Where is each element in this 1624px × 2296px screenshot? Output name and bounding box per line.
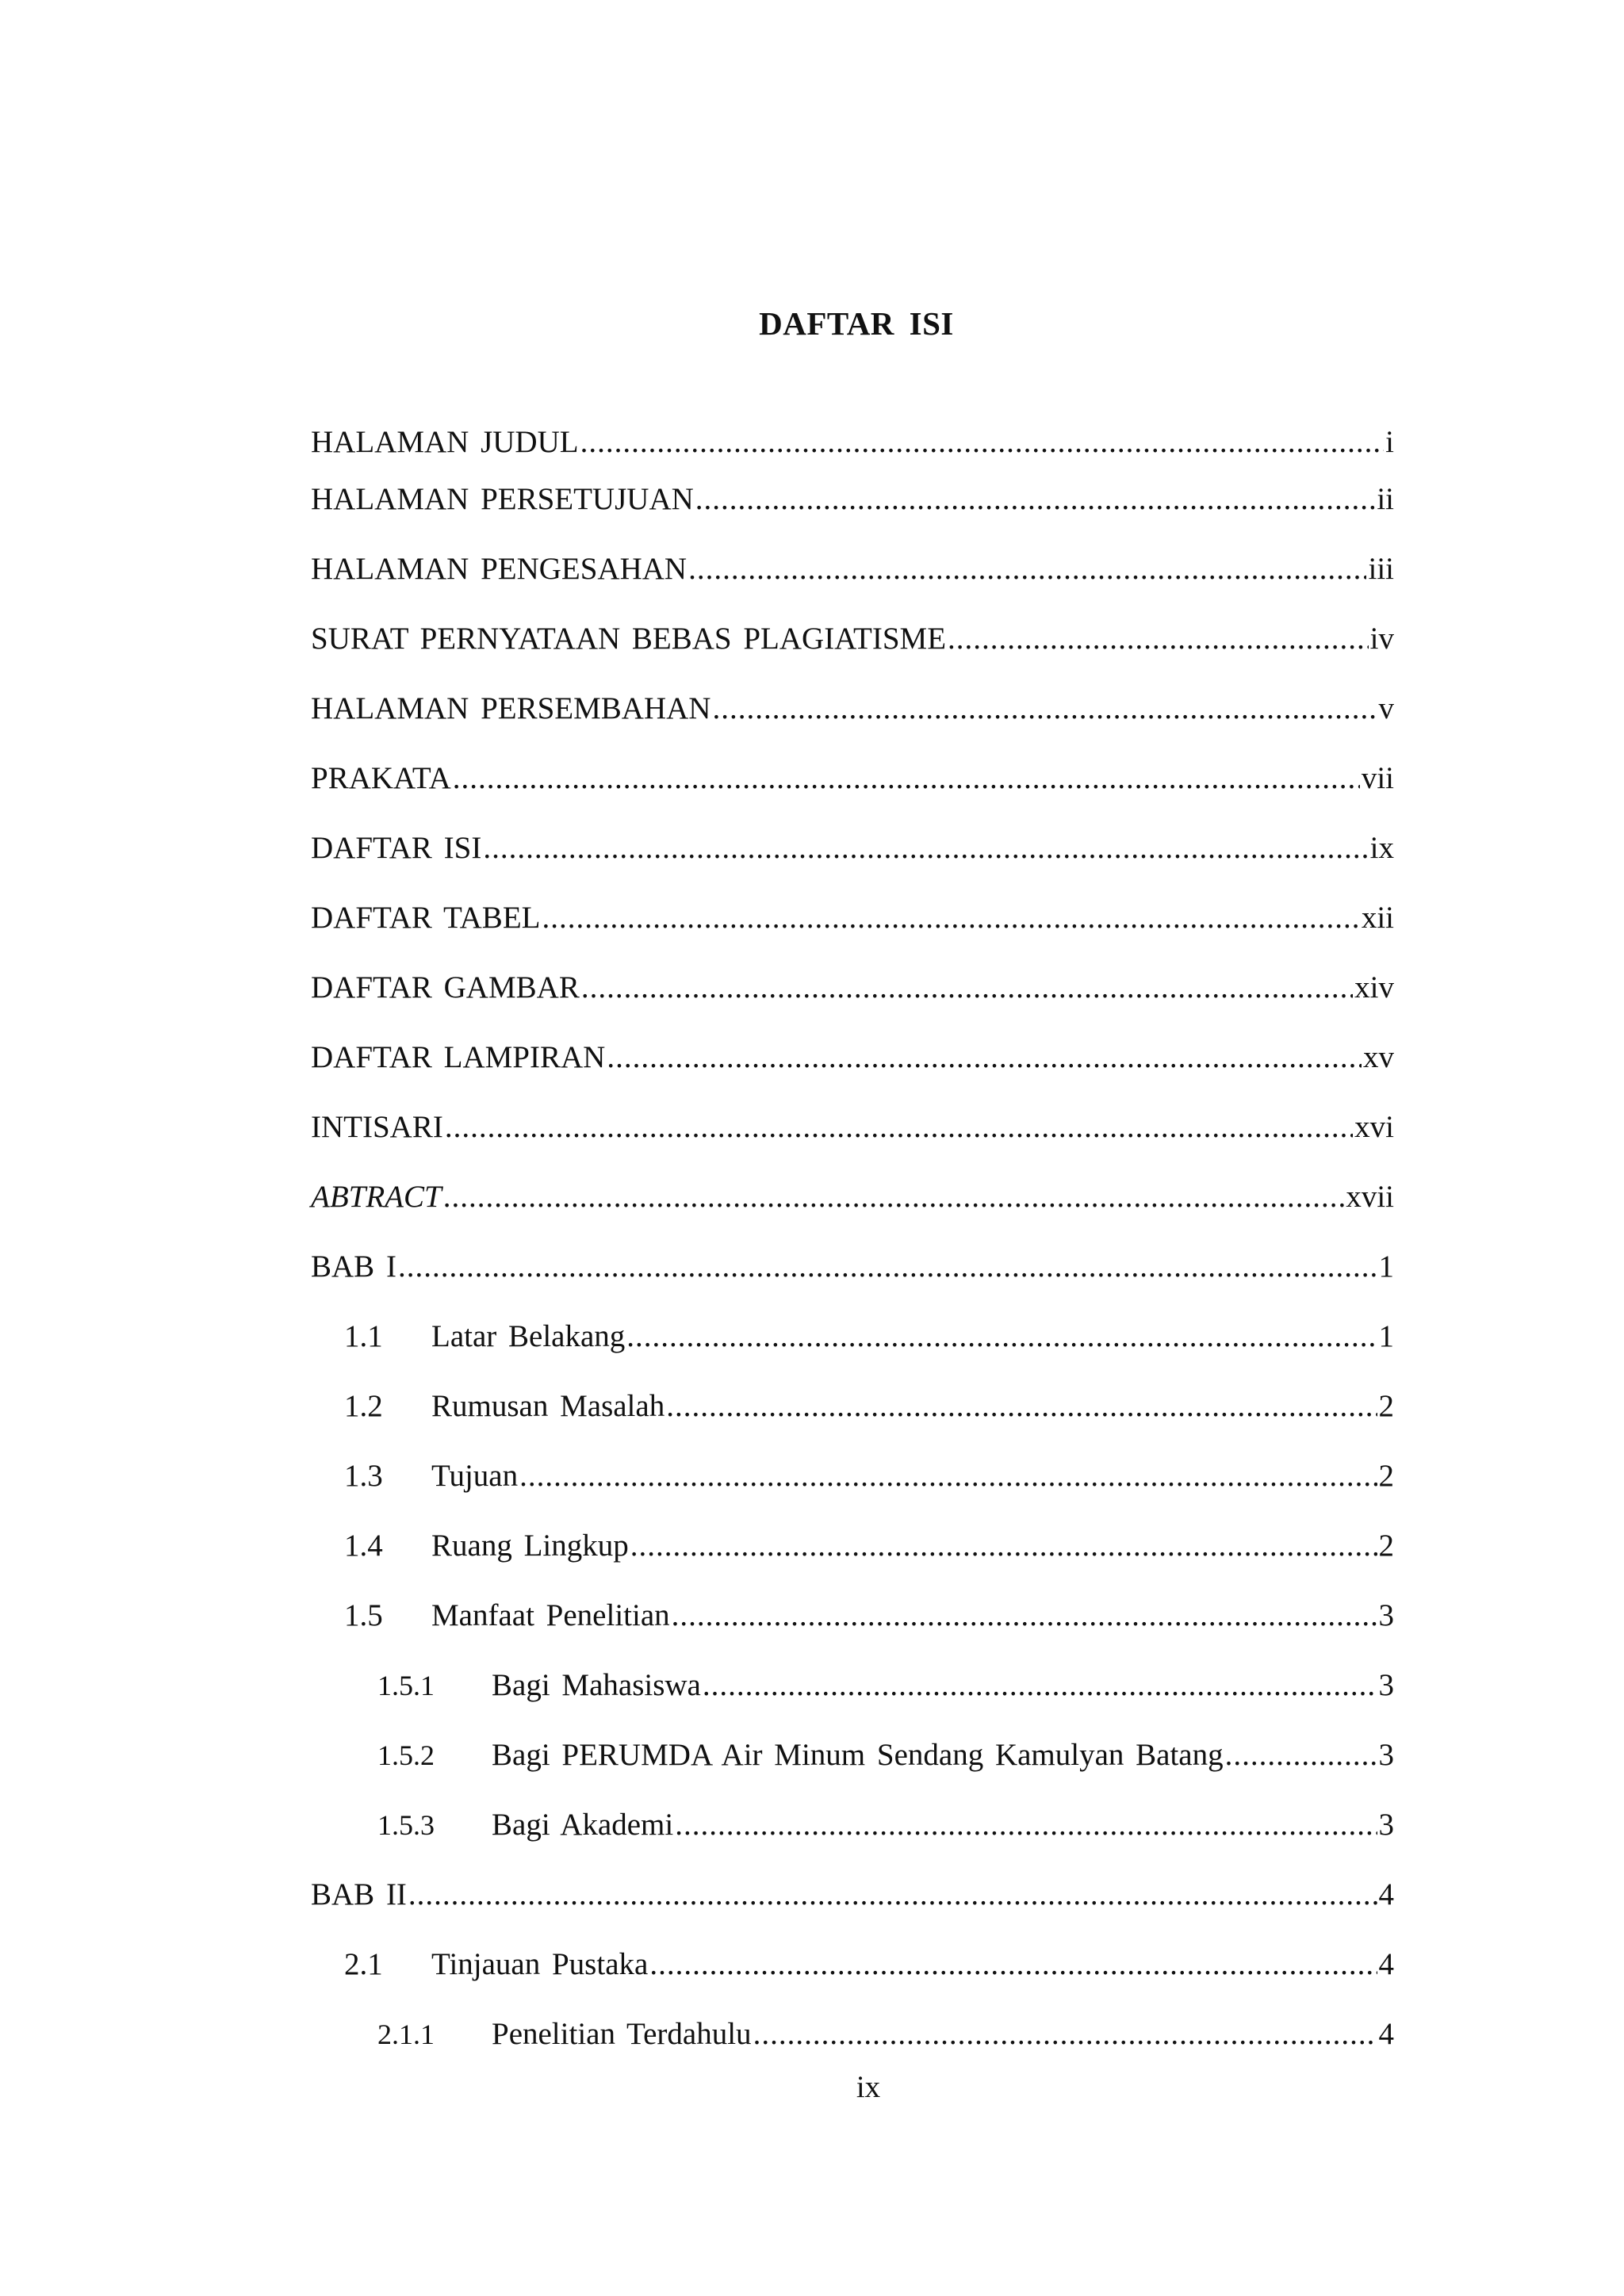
toc-entry-page: 3 <box>1378 1598 1394 1632</box>
toc-entry <box>344 1460 1394 1491</box>
toc-entry <box>311 623 1394 654</box>
toc-entry-label: Bagi Mahasiswa <box>492 1668 701 1702</box>
toc-entry-label: BAB II <box>311 1877 407 1911</box>
toc-entry-label: ABTRACT <box>311 1180 442 1214</box>
toc-entry-page: xii <box>1361 901 1394 935</box>
page-number: ix <box>856 2070 881 2104</box>
dot-leader <box>666 1391 1377 1422</box>
toc-entry-label: PRAKATA <box>311 761 451 795</box>
toc-entry <box>311 427 1394 457</box>
toc-entry-number: 2.1 <box>344 1947 383 1981</box>
dot-leader <box>712 693 1377 724</box>
toc-entry-page: 4 <box>1378 1877 1394 1911</box>
dot-leader <box>688 553 1366 584</box>
toc-entry-page: xiv <box>1354 970 1394 1004</box>
toc-entry-label: Manfaat Penelitian <box>431 1598 670 1632</box>
toc-entry-label: HALAMAN PERSETUJUAN <box>311 482 694 516</box>
dot-leader <box>408 1879 1377 1910</box>
toc-entry-label: BAB I <box>311 1249 396 1284</box>
toc-entry-page: xvii <box>1346 1180 1394 1214</box>
toc-entry-label: HALAMAN PENGESAHAN <box>311 552 688 586</box>
dot-leader <box>753 2019 1377 2049</box>
dot-leader <box>675 1809 1377 1840</box>
toc-entry-label: DAFTAR LAMPIRAN <box>311 1040 606 1074</box>
toc-entry <box>311 972 1394 1003</box>
toc-entry <box>311 832 1394 863</box>
toc-entry-number: 1.5 <box>344 1598 383 1632</box>
toc-entry-page: 1 <box>1378 1319 1394 1353</box>
toc-entry-label: INTISARI <box>311 1110 443 1144</box>
toc-entry <box>344 1600 1394 1631</box>
dot-leader <box>1225 1739 1377 1770</box>
toc-entry <box>311 1042 1394 1073</box>
toc-entry-page: 3 <box>1378 1808 1394 1842</box>
toc-entry-page: 1 <box>1378 1249 1394 1284</box>
toc-entry-page: ix <box>1369 831 1394 865</box>
toc-entry-page: 2 <box>1378 1529 1394 1563</box>
toc-entry <box>311 763 1394 794</box>
dot-leader <box>672 1600 1377 1631</box>
dot-leader <box>519 1460 1377 1491</box>
toc-entry <box>311 1251 1394 1282</box>
toc-entry-page: xvi <box>1354 1110 1394 1144</box>
dot-leader <box>483 832 1368 863</box>
toc-entry-page: 4 <box>1378 1947 1394 1981</box>
toc-entry-page: xv <box>1363 1040 1394 1074</box>
toc-entry <box>344 1321 1394 1352</box>
toc-entry-page: 3 <box>1378 1738 1394 1772</box>
toc-entry-label: Rumusan Masalah <box>431 1389 665 1423</box>
toc-entry-number: 1.5.3 <box>377 1809 435 1841</box>
page-title: DAFTAR ISI <box>759 305 954 342</box>
toc-entry <box>311 1112 1394 1142</box>
toc-entry-page: iii <box>1368 552 1394 586</box>
toc-entry <box>344 1949 1394 1980</box>
toc-entry-label: Tujuan <box>431 1459 519 1493</box>
toc-entry-number: 2.1.1 <box>377 2019 435 2050</box>
toc-entry-label: Bagi Akademi <box>492 1808 674 1842</box>
toc-entry-page: 3 <box>1378 1668 1394 1702</box>
toc-entry <box>311 484 1394 515</box>
toc-entry <box>377 2019 1394 2049</box>
toc-entry <box>344 1391 1394 1422</box>
toc-entry-label: Latar Belakang <box>431 1319 626 1353</box>
dot-leader <box>695 484 1376 515</box>
toc-entry <box>311 693 1394 724</box>
toc-entry <box>311 902 1394 933</box>
toc-entry-page: v <box>1378 691 1394 725</box>
dot-leader <box>398 1251 1377 1282</box>
toc-entry-page: vii <box>1361 761 1394 795</box>
toc-entry-page: iv <box>1369 622 1394 656</box>
toc-entry-label: HALAMAN JUDUL <box>311 425 579 459</box>
toc-entry-number: 1.5.2 <box>377 1739 435 1771</box>
toc-entry <box>377 1670 1394 1701</box>
toc-entry <box>311 1879 1394 1910</box>
dot-leader <box>649 1949 1377 1980</box>
toc-entry-page: 4 <box>1378 2017 1394 2051</box>
dot-leader <box>445 1112 1353 1142</box>
toc-entry-label: DAFTAR TABEL <box>311 901 541 935</box>
toc-entry-page: i <box>1385 425 1394 459</box>
dot-leader <box>581 972 1353 1003</box>
toc-entry <box>311 1181 1394 1212</box>
toc-entry-number: 1.1 <box>344 1319 383 1353</box>
dot-leader <box>626 1321 1377 1352</box>
dot-leader <box>948 623 1369 654</box>
dot-leader <box>443 1181 1345 1212</box>
toc-entry <box>344 1530 1394 1561</box>
toc-entry <box>311 553 1394 584</box>
toc-entry-page: 2 <box>1378 1459 1394 1493</box>
toc-entry-label: SURAT PERNYATAAN BEBAS PLAGIATISME <box>311 622 947 656</box>
toc-entry-page: 2 <box>1378 1389 1394 1423</box>
toc-entry-label: DAFTAR ISI <box>311 831 482 865</box>
toc-entry-label: Ruang Lingkup <box>431 1529 629 1563</box>
toc-entry-number: 1.3 <box>344 1459 383 1493</box>
toc-entry-number: 1.5.1 <box>377 1670 435 1701</box>
dot-leader <box>542 902 1359 933</box>
dot-leader <box>703 1670 1377 1701</box>
toc-entry-number: 1.2 <box>344 1389 383 1423</box>
dot-leader <box>630 1530 1377 1561</box>
toc-entry-number: 1.4 <box>344 1529 383 1563</box>
dot-leader <box>453 763 1360 794</box>
dot-leader <box>607 1042 1362 1073</box>
toc-entry-label: DAFTAR GAMBAR <box>311 970 580 1004</box>
toc-entry-label: Bagi PERUMDA Air Minum Sendang Kamulyan Batang <box>492 1738 1224 1772</box>
toc-entry-label: Tinjauan Pustaka <box>431 1947 649 1981</box>
toc-entry <box>377 1739 1394 1770</box>
dot-leader <box>580 427 1385 457</box>
toc-entry <box>377 1809 1394 1840</box>
toc-entry-page: ii <box>1377 482 1394 516</box>
toc-entry-label: HALAMAN PERSEMBAHAN <box>311 691 711 725</box>
toc-entry-label: Penelitian Terdahulu <box>492 2017 752 2051</box>
